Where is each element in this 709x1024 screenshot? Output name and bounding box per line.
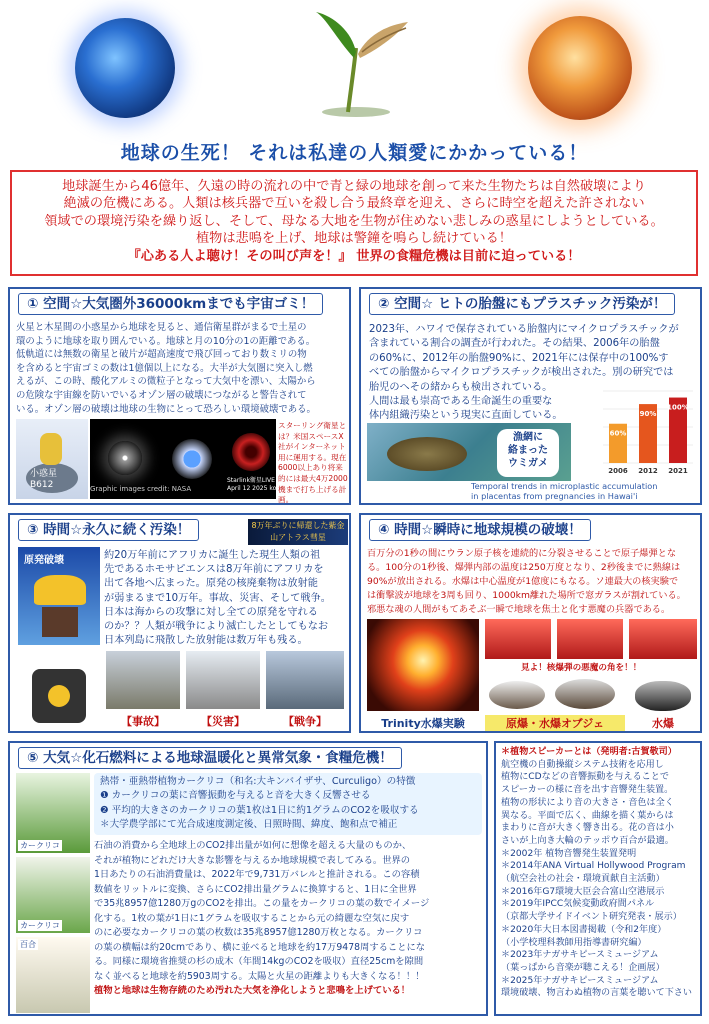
body-line: それが植物にどれだけ大きな影響を与えるか地球規模で表してみる。世界の [94, 854, 411, 866]
waste-drum-image [18, 651, 100, 729]
info-line: ＊2016年G7環境大臣会合富山空港展示 [501, 886, 665, 897]
curculigo-label-1: カークリコ [20, 841, 60, 850]
feature-line: ＊大学農学部にて光合成速度測定後、日照時間、緯度、飽和点で補正 [100, 819, 398, 831]
curculigo-label-2: カークリコ [20, 921, 60, 930]
panel-global-warming [8, 741, 488, 1016]
info-line: ＊2002年 植物音響発生装置発明 [501, 848, 637, 859]
info-line: まわりに音が大きく響き出る。花の音は小 [501, 823, 674, 834]
caption-bomb-object: 原爆・水爆オブジェ [485, 715, 625, 731]
info-line: 環境破壊、物言わぬ植物の言葉を聴いて下さい [501, 988, 692, 999]
bomb-sculpture-image [485, 675, 625, 715]
body-line: 低軌道には無数の衛星と破片が超高速度で飛び回っており数ミリの物 [16, 349, 307, 361]
info-line: ＊2014年ANA Virtual Hollywood Program [501, 861, 686, 872]
body-line: 日本列島に飛散した放射能は数万年も残る。 [104, 635, 308, 647]
body-line: の危険な宇宙線を防いでいるオゾン層の破壊につながると警告されて [16, 389, 307, 401]
info-line: 航空機の自動操縦システム技術を応用し [501, 759, 664, 770]
body-line: 化する。1枚の葉が1日に1グラムを吸収することから元の綺麗な空気に戻す [94, 912, 410, 924]
body-line: を含めると宇宙ゴミの数は1億個以上になる。大半が大気圏に突入し燃 [16, 362, 313, 374]
info-lines [501, 759, 695, 1000]
info-line: ＊2020年大日本図書掲載（令和2年度） [501, 924, 667, 935]
caption-hydrogen-bomb: 水爆 [652, 717, 674, 730]
intro-line: 地球誕生から46億年、久遠の時の流れの中で青と緑の地球を創って来た生物たちは自然破壊により [62, 179, 646, 194]
curculigo-image-2 [16, 857, 90, 933]
body-line: は衝撃波が地球を3周も回り、1000km離れた場所で窓ガラスが割れている。 [367, 590, 686, 601]
disaster-label: 原発破壊 [24, 555, 64, 566]
body-line: の葉の横幅は約20cmであり、横に並べると地球を約17万9478周することにな [94, 941, 426, 953]
body-line: 90%が放出される。水爆は中心温度が1億度にもなる。ソ連最大の核実験で [367, 576, 679, 587]
body-line: 1日あたりの石油消費量は、2022年で9,731万バレルと推計される。この容積 [94, 869, 420, 880]
curculigo-features [94, 773, 482, 835]
body-line: 石油の消費から全地球上のCO2排出量が如何に想像を超える大量のものか、 [94, 840, 412, 851]
nasa-credit: Graphic images credit: NASA [90, 485, 192, 493]
chart-value-label: 60% [609, 429, 627, 438]
chart-tick-label: 2021 [668, 467, 688, 475]
feature-line: ❶ カークリコの葉に音響振動を与えると音を大きく反響させる [100, 790, 371, 802]
asteroid-image [16, 419, 88, 499]
comet-label: 8万年ぶりに帰還した紫金山アトラス彗星 [251, 521, 345, 542]
body-line-emphasis: 植物と地球は生物存続のため汚れた大気を浄化しようと悲鳴を上げている！ [94, 985, 411, 996]
caption-disaster: 【災害】 [201, 715, 245, 728]
body-line: 胎児のへその緒からも検出されている。 [369, 381, 553, 393]
body-line: の60%に、2012年の胎盤90%に、2021年には保存中の100%す [369, 352, 669, 364]
caption-war: 【戦争】 [283, 715, 327, 728]
body-line: 環のように地球を取り囲んでいる。地球と月の10分の1の距離である。 [16, 335, 316, 347]
chart-value-label: 90% [639, 410, 657, 419]
panel-title: ③ 時間☆永久に続く汚染！ [18, 519, 199, 541]
war-image [266, 651, 344, 709]
intro-line: 絶滅の危機にある。人類は核兵器で互いを殺し合う最終章を迎え、さらに時空を超えた許されない [63, 196, 645, 212]
turtle-label: 漁網に 絡まった ウミガメ [497, 429, 559, 477]
body-line: 日本は海からの攻撃に対し全ての原発を守れる [104, 606, 318, 618]
nuclear-disaster-image [18, 547, 100, 645]
body-line: 火星と木星間の小惑星から地球を見ると、通信衛星群がまるで土星の [16, 322, 307, 333]
body-line: のか？？人類が戦争により滅亡したとしてもなお [104, 621, 329, 633]
body-line: いる。オゾン層の破壊は地球の生物にとって恐ろしい環境破壊である。 [16, 403, 316, 415]
info-line: （葉っぱから音楽が聴こえる！企画展） [501, 962, 665, 973]
info-line: ＊2019年IPCC気候変動政府間パネル [501, 899, 655, 910]
page-title: 地球の生死！ それは私達の人類愛にかかっている！ [120, 142, 589, 164]
chart-caption: Temporal trends in microplastic accumulation in placentas from pregnancies in Hawai'i [471, 481, 658, 501]
panel-title: ④ 時間☆瞬時に地球規模の破壊！ [369, 519, 591, 541]
body-line: 数値をリットルに変換、さらにCO2排出量グラムに換算すると、1日に全世界 [94, 883, 417, 895]
debris-image-2 [90, 419, 226, 499]
intro-line: 植物は悲鳴を上げ、地球は警鐘を鳴らし続けている！ [196, 231, 512, 247]
info-line: （小学校理科教師用指導書研究編） [501, 937, 647, 948]
panel-title: ① 空間☆大気圏外36000kmまでも宇宙ゴミ！ [18, 293, 323, 315]
panel-body [104, 549, 348, 648]
body-line: る。同様に環境省推奨の杉の成木（年間14kgのCO2を吸収）直径25cmを隙間 [94, 956, 424, 967]
panel-body [16, 321, 346, 416]
placenta-chart [593, 385, 697, 477]
turtle-image [367, 423, 571, 481]
sprout-seed-image [296, 8, 426, 118]
panel-eternal-pollution [8, 513, 351, 733]
caption-trinity: Trinity水爆実験 [381, 717, 465, 730]
intro-line: 領域での環境汚染を繰り返し、そして、母なる大地を生物が住めない悲しみの惑星にしようとしている。 [44, 213, 664, 229]
body-line: 約20万年前にアフリカに誕生した現生人類の祖 [104, 550, 321, 561]
body-line: 体内組織汚染という現実に直面している。 [369, 410, 563, 422]
info-line: （航空会社の社会・環境貢献自主活動） [501, 874, 665, 885]
body-line: 邪悪な魂の人間がもてあそぶ一瞬で地球を焦土と化す悪魔の兵器である。 [367, 604, 671, 615]
body-line: 出て各地へ広まった。原発の核廃棄物は放射能 [104, 578, 318, 590]
bomb-object-image-1 [485, 619, 551, 659]
disaster-image [186, 651, 260, 709]
body-line: なく並べると地球を約5903周する。太陽と火星の距離よりも大きくなる！！！ [94, 970, 425, 982]
body-line: 百万分の1秒の間にウラン原子核を連続的に分裂させることで原子爆弾とな [367, 548, 677, 559]
comet-image [248, 519, 348, 545]
starlink-note: スターリング衛星とは？米国スペースX社がインターネット用に運用する。現在6000以上あり将来的には最大4万2000機まで打ち上げる計画。 [278, 421, 348, 505]
chart-tick-label: 2006 [608, 467, 628, 475]
intro-line: 『心ある人よ聴け！その叫び声を！』 世界の食糧危機は目前に迫っている！ [127, 248, 581, 264]
info-line: 植物の形状により音の大きさ・音色は全く [501, 797, 674, 808]
curculigo-image-1 [16, 773, 90, 853]
trinity-image [367, 619, 479, 711]
starlink-image [226, 419, 284, 499]
body-line: が弱まるまで10万年。事故、災害、そして戦争。 [104, 592, 331, 604]
body-line: で35兆8957億1280万gのCO2を排出。この量をカークリコの葉の数でイメージ [94, 898, 430, 909]
intro-box [10, 170, 698, 276]
starlink-date: April 12 2025 koga [227, 485, 284, 492]
lily-label: 百合 [20, 940, 36, 949]
plant-speaker-info [494, 741, 702, 1016]
body-line: 2023年、ハワイで保存されている胎盤内にマイクロプラスチックが [369, 324, 679, 335]
body-line: のに必要なカークリコの葉の枚数は35兆8957億1280万枚となる。カークリコ [94, 927, 423, 938]
caption-accident: 【事故】 [121, 715, 165, 728]
feature-line: ❷ 平均的大きさのカークリコの葉1枚は1日に約1グラムのCO2を吸収する [100, 804, 419, 816]
body-line: べての胎盤からマイクロプラスチックが検出された。別の研究では [369, 367, 674, 379]
info-line: 植物にCDなどの音響振動を与えることで [501, 772, 669, 783]
panel-placenta-plastic [359, 287, 702, 505]
lily-image [16, 937, 90, 1013]
bomb-object-image-3 [629, 619, 697, 659]
info-line: 異なる。平面で広く、曲線を描く葉からは [501, 810, 674, 821]
panel-body [367, 547, 699, 617]
info-line: さいが上向き大輪のテッポウ百合が最適。 [501, 835, 674, 846]
hydrogen-bomb-image [629, 675, 697, 715]
panel-instant-destruction [359, 513, 702, 733]
panel-title: ⑤ 大気☆化石燃料による地球温暖化と異常気象・食糧危機！ [18, 747, 402, 769]
body-line: えるが、この時、酸化アルミの微粒子となって大気中を漂い、太陽から [16, 376, 316, 388]
panel-title: ② 空間☆ ヒトの胎盤にもプラスチック汚染が！ [369, 293, 675, 315]
info-line: （京都大学サイドイベント研究発表・展示） [501, 912, 682, 923]
asteroid-label: 小惑星 B612 [30, 469, 58, 490]
chart-tick-label: 2012 [638, 467, 658, 475]
panel-body [94, 839, 484, 999]
feature-line: 熱帯・亜熱帯植物カークリコ（和名:大キンバイザサ、Curculigo）の特徴 [100, 776, 416, 787]
body-line: 先であるホモサピエンスは8万年前にアフリカを [104, 564, 324, 576]
see-label: 見よ！核爆弾の悪魔の角を！！ [521, 663, 642, 673]
chart-value-label: 100% [667, 403, 689, 412]
body-line: 含まれている割合の調査が行われた。その結果、2006年の胎盤 [369, 338, 660, 350]
red-earth-image [528, 16, 632, 120]
accident-image [106, 651, 180, 709]
body-line: る。100分の1秒後、爆弾内部の温度は250万度となり、2秒後までに熱線は [367, 562, 681, 573]
info-line: ＊2023年ナガサキピースミュージアム [501, 950, 659, 961]
bomb-object-image-2 [557, 619, 623, 659]
info-heading: ＊植物スピーカーとは（発明者:古賀敬司） [501, 747, 677, 757]
info-line: スピーカーの様に音を出す音響発生装置。 [501, 785, 674, 796]
blue-earth-image [75, 18, 175, 118]
info-line: ＊2025年ナガサキピースミュージアム [501, 975, 659, 986]
panel-space-debris [8, 287, 351, 505]
body-line: 人間は最も崇高である生命誕生の重要な [369, 396, 553, 408]
starlink-label: Starlink衛星LIVE [227, 477, 275, 484]
